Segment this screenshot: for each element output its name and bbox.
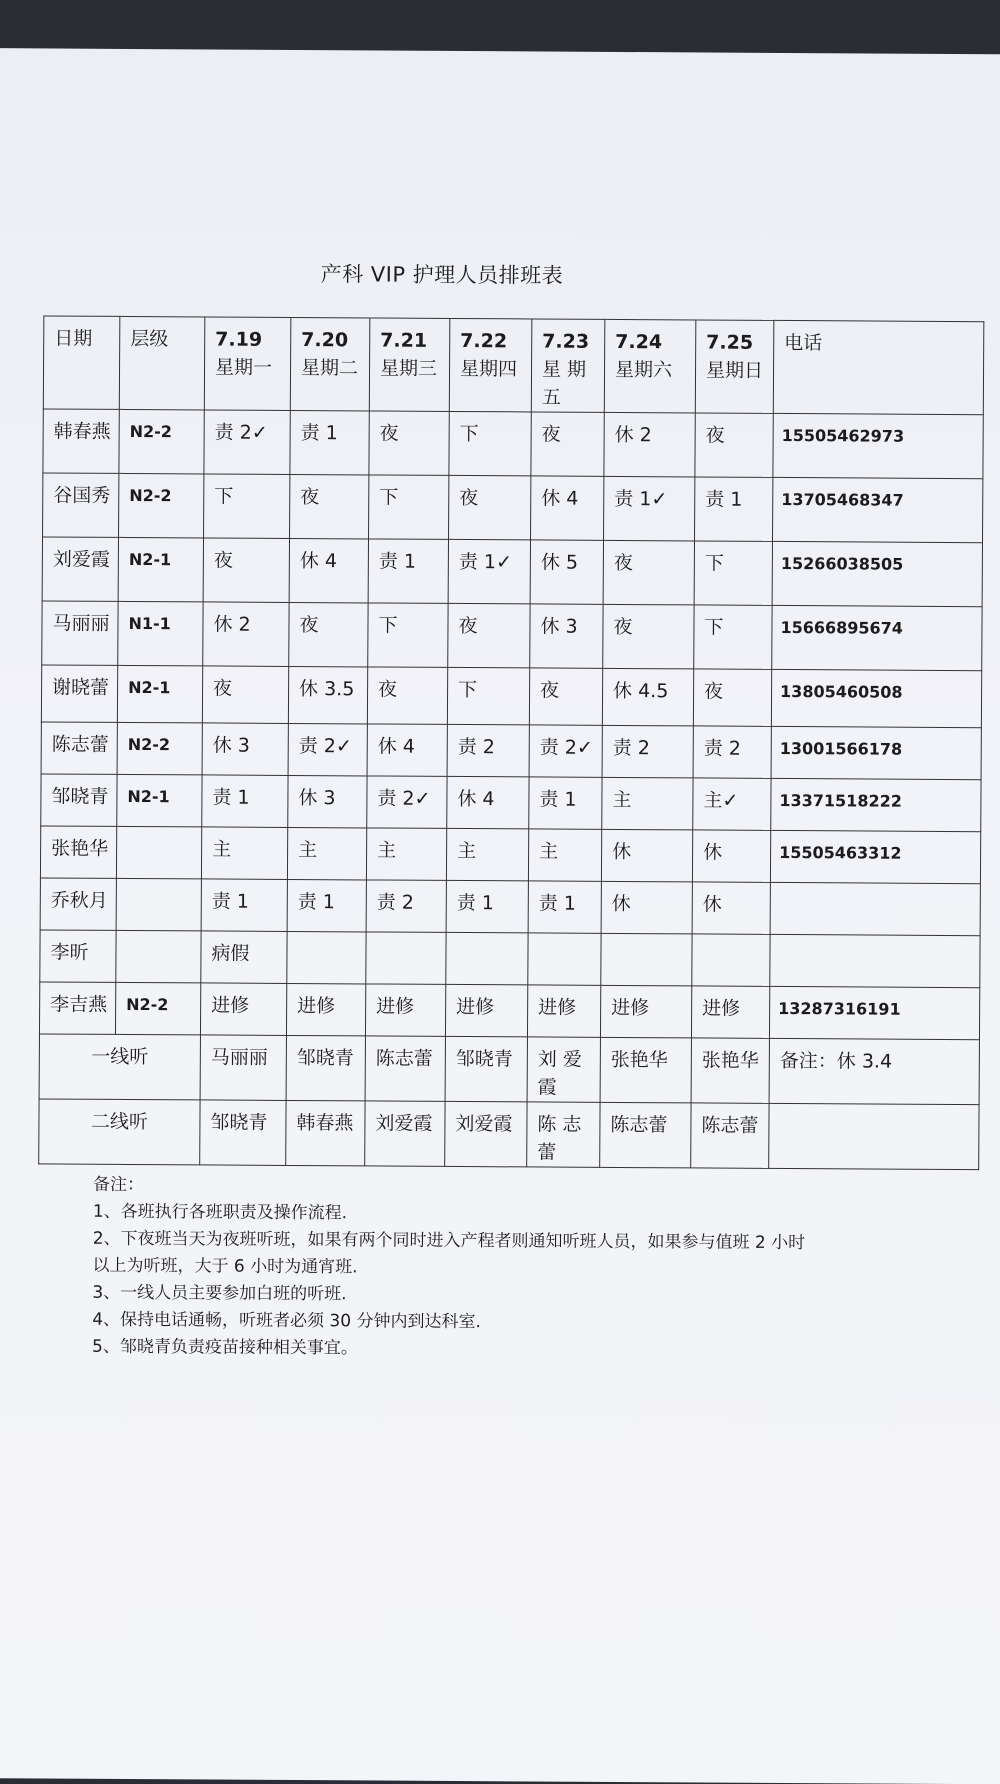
day-date: 7.24 xyxy=(615,330,663,354)
page-title: 产科 VIP 护理人员排班表 xyxy=(320,262,564,288)
day-header xyxy=(695,320,774,413)
staff-level: N2-2 xyxy=(119,409,204,474)
shift-cell xyxy=(446,932,528,984)
listen-cell: 邹晓青 xyxy=(286,1035,365,1100)
shift-cell: 下 xyxy=(694,605,772,669)
shift-cell xyxy=(366,932,446,984)
date-header: 日期 xyxy=(43,316,120,409)
note-line: 4、保持电话通畅，听班者必须 30 分钟内到达科室. xyxy=(92,1309,481,1333)
staff-phone: 13371518222 xyxy=(771,778,981,831)
listen-row xyxy=(39,1034,979,1105)
day-header xyxy=(449,318,532,411)
shift-cell: 责 2✓ xyxy=(288,723,367,775)
shift-cell: 夜 xyxy=(367,667,447,724)
shift-cell: 责 2 xyxy=(447,724,529,776)
shift-cell: 休 xyxy=(601,881,692,934)
day-weekday: 星期四 xyxy=(459,357,518,381)
schedule-paper xyxy=(0,48,1000,1784)
table-row xyxy=(40,878,980,936)
note-line: 5、邹晓青负责疫苗接种相关事宜。 xyxy=(92,1336,358,1359)
day-header xyxy=(369,318,450,411)
shift-cell: 责 2 xyxy=(602,725,693,778)
day-weekday: 星期三 xyxy=(379,357,438,380)
shift-cell: 休 xyxy=(692,882,770,934)
day-date: 7.22 xyxy=(460,330,508,353)
listen-cell: 陈志蕾 xyxy=(600,1102,691,1168)
listen-cell: 张艳华 xyxy=(600,1037,691,1103)
listen-row xyxy=(39,1099,979,1170)
shift-cell: 病假 xyxy=(201,931,287,984)
shift-cell: 休 2 xyxy=(203,602,289,667)
shift-cell: 责 1 xyxy=(529,777,602,829)
day-weekday: 星期二 xyxy=(300,357,359,380)
shift-cell: 下 xyxy=(694,541,772,605)
staff-name: 李吉燕 xyxy=(39,982,115,1034)
shift-cell: 主 xyxy=(201,827,287,880)
staff-name: 张艳华 xyxy=(40,826,116,878)
shift-cell: 夜 xyxy=(289,602,368,666)
day-weekday: 星 期 五 xyxy=(541,358,587,409)
shift-cell: 责 2✓ xyxy=(367,776,447,828)
shift-cell: 主 xyxy=(528,829,601,881)
listen-cell: 刘爱霞 xyxy=(365,1101,445,1166)
staff-phone: 15266038505 xyxy=(772,541,982,606)
day-header xyxy=(531,319,605,412)
staff-level: N2-2 xyxy=(119,473,204,538)
listen-cell: 韩春燕 xyxy=(286,1100,365,1165)
shift-cell: 责 1 xyxy=(368,539,448,603)
shift-cell: 下 xyxy=(368,603,448,667)
notes-heading: 备注： xyxy=(92,1174,145,1196)
shift-cell: 夜 xyxy=(603,540,694,605)
listen-cell: 邹晓青 xyxy=(445,1036,527,1101)
shift-cell: 责 1 xyxy=(202,775,288,828)
shift-cell: 进修 xyxy=(365,984,445,1036)
shift-cell: 责 1 xyxy=(290,410,369,474)
staff-phone: 13805460508 xyxy=(771,669,981,727)
listen-cell: 张艳华 xyxy=(691,1038,769,1103)
note-line: 1、各班执行各班职责及操作流程. xyxy=(92,1201,348,1224)
shift-cell: 休 3 xyxy=(202,723,288,776)
staff-level xyxy=(116,878,201,931)
shift-cell: 休 4.5 xyxy=(602,668,693,726)
shift-cell: 责 1 xyxy=(528,881,601,933)
shift-cell: 夜 xyxy=(203,538,289,603)
staff-name: 韩春燕 xyxy=(43,409,119,473)
staff-level: N2-1 xyxy=(117,665,202,723)
shift-cell: 责 2 xyxy=(366,880,446,932)
listen-cell: 陈 志 蕾 xyxy=(527,1102,600,1167)
table-row xyxy=(39,982,979,1040)
shift-cell: 进修 xyxy=(600,985,691,1038)
staff-phone xyxy=(770,934,980,987)
staff-name: 谢晓蕾 xyxy=(41,665,117,722)
listen-extra: 备注：休 3.4 xyxy=(769,1038,979,1104)
staff-level xyxy=(116,930,201,983)
day-header xyxy=(604,319,696,413)
shift-cell: 夜 xyxy=(202,666,288,724)
staff-phone: 13001566178 xyxy=(771,726,981,779)
staff-level xyxy=(116,826,201,879)
staff-name: 刘爱霞 xyxy=(42,537,118,601)
day-weekday: 星期日 xyxy=(705,359,764,382)
shift-cell: 夜 xyxy=(531,412,604,476)
shift-cell: 进修 xyxy=(691,986,769,1038)
shift-cell: 休 3 xyxy=(530,604,603,668)
shift-cell: 责 2 xyxy=(693,726,771,778)
staff-phone: 15666895674 xyxy=(772,605,982,670)
shift-cell: 责 1 xyxy=(201,879,287,932)
note-line: 3、一线人员主要参加白班的听班. xyxy=(92,1282,347,1305)
shift-cell: 休 xyxy=(601,829,692,882)
table-row xyxy=(40,930,980,988)
table-row xyxy=(43,473,983,543)
shift-cell: 下 xyxy=(204,474,290,539)
table-row xyxy=(41,665,981,728)
staff-name: 李昕 xyxy=(40,930,116,982)
listen-cell: 陈志蕾 xyxy=(365,1036,445,1101)
shift-cell: 进修 xyxy=(445,984,527,1036)
shift-cell: 夜 xyxy=(290,474,369,538)
staff-name: 邹晓青 xyxy=(41,774,117,826)
table-row xyxy=(43,409,983,479)
shift-cell: 夜 xyxy=(449,475,531,539)
shift-cell xyxy=(692,934,770,986)
staff-name: 马丽丽 xyxy=(42,601,118,665)
shift-cell: 责 2✓ xyxy=(204,410,290,475)
staff-level: N2-1 xyxy=(118,537,203,602)
table-row xyxy=(40,826,980,884)
staff-phone: 15505463312 xyxy=(770,830,980,883)
day-date: 7.23 xyxy=(542,330,590,353)
shift-cell: 主✓ xyxy=(693,778,771,830)
shift-cell: 进修 xyxy=(286,983,365,1035)
schedule-body xyxy=(39,316,984,1170)
table-row xyxy=(41,774,981,832)
shift-cell: 主 xyxy=(366,828,446,880)
shift-cell: 责 1 xyxy=(695,477,773,541)
phone-header: 电话 xyxy=(773,320,984,414)
staff-level: N2-2 xyxy=(117,722,202,775)
schedule-table xyxy=(38,315,984,1170)
shift-cell: 主 xyxy=(602,777,693,830)
day-date: 7.19 xyxy=(215,328,263,351)
shift-cell: 休 xyxy=(692,830,770,882)
shift-cell: 下 xyxy=(447,667,529,724)
shift-cell: 夜 xyxy=(603,604,694,669)
note-line: 以上为听班，大于 6 小时为通宵班. xyxy=(92,1255,358,1278)
note-line: 2、下夜班当天为夜班听班，如果有两个同时进入产程者则通知听班人员，如果参与值班 2 小时 xyxy=(92,1228,806,1254)
shift-cell xyxy=(528,933,601,985)
shift-cell: 休 4 xyxy=(289,538,368,602)
shift-cell xyxy=(287,931,366,983)
shift-cell: 主 xyxy=(446,828,528,880)
shift-cell xyxy=(601,933,692,986)
shift-cell: 休 3.5 xyxy=(288,666,367,723)
shift-cell: 责 1✓ xyxy=(604,476,695,541)
staff-level: N1-1 xyxy=(118,601,203,666)
day-weekday: 星期一 xyxy=(214,356,273,379)
shift-cell: 休 4 xyxy=(447,776,529,828)
staff-phone: 13705468347 xyxy=(773,477,983,542)
staff-name: 乔秋月 xyxy=(40,878,116,930)
shift-cell: 责 1✓ xyxy=(448,539,530,603)
shift-cell: 责 1 xyxy=(446,880,528,932)
shift-cell: 夜 xyxy=(693,669,771,726)
staff-name: 陈志蕾 xyxy=(41,722,117,774)
shift-cell: 夜 xyxy=(529,668,602,725)
listen-label: 二线听 xyxy=(39,1099,200,1165)
table-row xyxy=(41,722,981,780)
shift-cell: 夜 xyxy=(448,603,530,667)
shift-cell: 休 4 xyxy=(531,476,604,540)
shift-cell: 下 xyxy=(449,411,531,475)
shift-cell: 休 4 xyxy=(367,724,447,776)
notes-section xyxy=(92,1172,953,1366)
day-date: 7.20 xyxy=(301,329,349,352)
shift-cell: 休 3 xyxy=(288,775,367,827)
listen-cell: 陈志蕾 xyxy=(691,1103,769,1168)
day-date: 7.25 xyxy=(706,331,754,354)
staff-phone xyxy=(770,882,980,935)
shift-cell: 休 5 xyxy=(530,540,603,604)
listen-cell: 刘 爱 霞 xyxy=(527,1037,600,1102)
level-header: 层级 xyxy=(119,316,205,410)
day-header xyxy=(204,317,291,411)
listen-label: 一线听 xyxy=(39,1034,200,1100)
table-row xyxy=(42,601,982,671)
staff-level: N2-1 xyxy=(117,774,202,827)
day-weekday: 星期六 xyxy=(614,358,673,382)
shift-cell: 责 2✓ xyxy=(529,725,602,777)
day-header xyxy=(290,317,370,410)
shift-cell: 责 1 xyxy=(287,879,366,931)
shift-cell: 主 xyxy=(287,827,366,879)
shift-cell: 进修 xyxy=(200,983,286,1036)
shift-cell: 下 xyxy=(369,475,449,539)
listen-cell: 刘爱霞 xyxy=(445,1101,527,1166)
shift-cell: 休 2 xyxy=(604,412,695,477)
header-row xyxy=(43,316,984,415)
listen-cell: 马丽丽 xyxy=(200,1035,286,1101)
listen-extra xyxy=(769,1103,979,1169)
listen-cell: 邹晓青 xyxy=(200,1100,286,1166)
shift-cell: 进修 xyxy=(527,985,600,1037)
staff-name: 谷国秀 xyxy=(43,473,119,537)
staff-level: N2-2 xyxy=(115,982,200,1035)
staff-phone: 13287316191 xyxy=(769,986,979,1039)
shift-cell: 夜 xyxy=(369,411,449,475)
table-row xyxy=(42,537,982,607)
day-date: 7.21 xyxy=(380,329,428,352)
shift-cell: 夜 xyxy=(695,413,773,477)
staff-phone: 15505462973 xyxy=(773,413,983,478)
